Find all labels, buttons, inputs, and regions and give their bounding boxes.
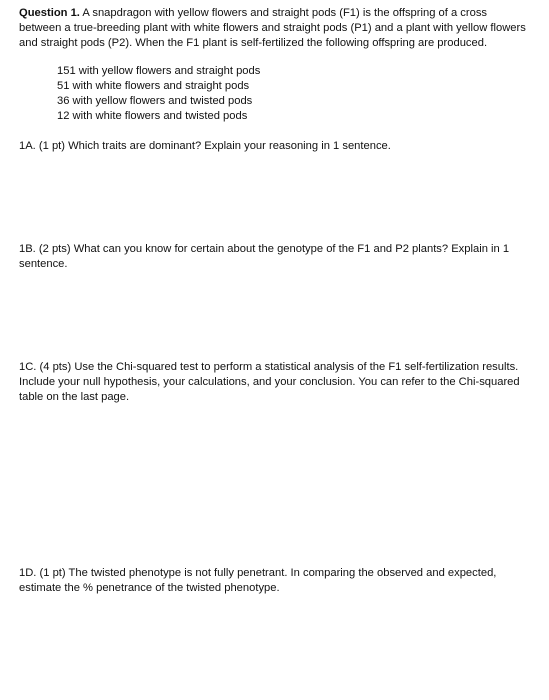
offspring-item: 51 with white flowers and straight pods	[57, 80, 250, 92]
offspring-item: 12 with white flowers and twisted pods	[57, 110, 248, 122]
question-heading: Question 1.	[19, 7, 80, 19]
question-1b: 1B. (2 pts) What can you know for certain about the genotype of the F1 and P2 plants? Explain in 1 sentence.	[19, 243, 510, 270]
offspring-item: 36 with yellow flowers and twisted pods	[57, 95, 253, 107]
question-1c: 1C. (4 pts) Use the Chi-squared test to perform a statistical analysis of the F1 self-fertilization results. Include your null hypothesis, your calculations, and your conclusion. You can refer to the Chi-squared table on the last page.	[19, 361, 520, 403]
question-intro	[19, 6, 531, 51]
offspring-list	[57, 64, 260, 124]
question-1a: 1A. (1 pt) Which traits are dominant? Explain your reasoning in 1 sentence.	[19, 140, 391, 152]
question-intro-text: A snapdragon with yellow flowers and straight pods (F1) is the offspring of a cross between a true-breeding plant with white flowers and straight pods (P1) and a plant with yellow flowers and straight pods (P2). When the F1 plant is self-fertilized the following offspring are produced.	[19, 7, 526, 49]
offspring-item: 151 with yellow flowers and straight pods	[57, 65, 261, 77]
question-1d: 1D. (1 pt) The twisted phenotype is not fully penetrant. In comparing the observed and expected, estimate the % penetrance of the twisted phenotype.	[19, 567, 497, 594]
